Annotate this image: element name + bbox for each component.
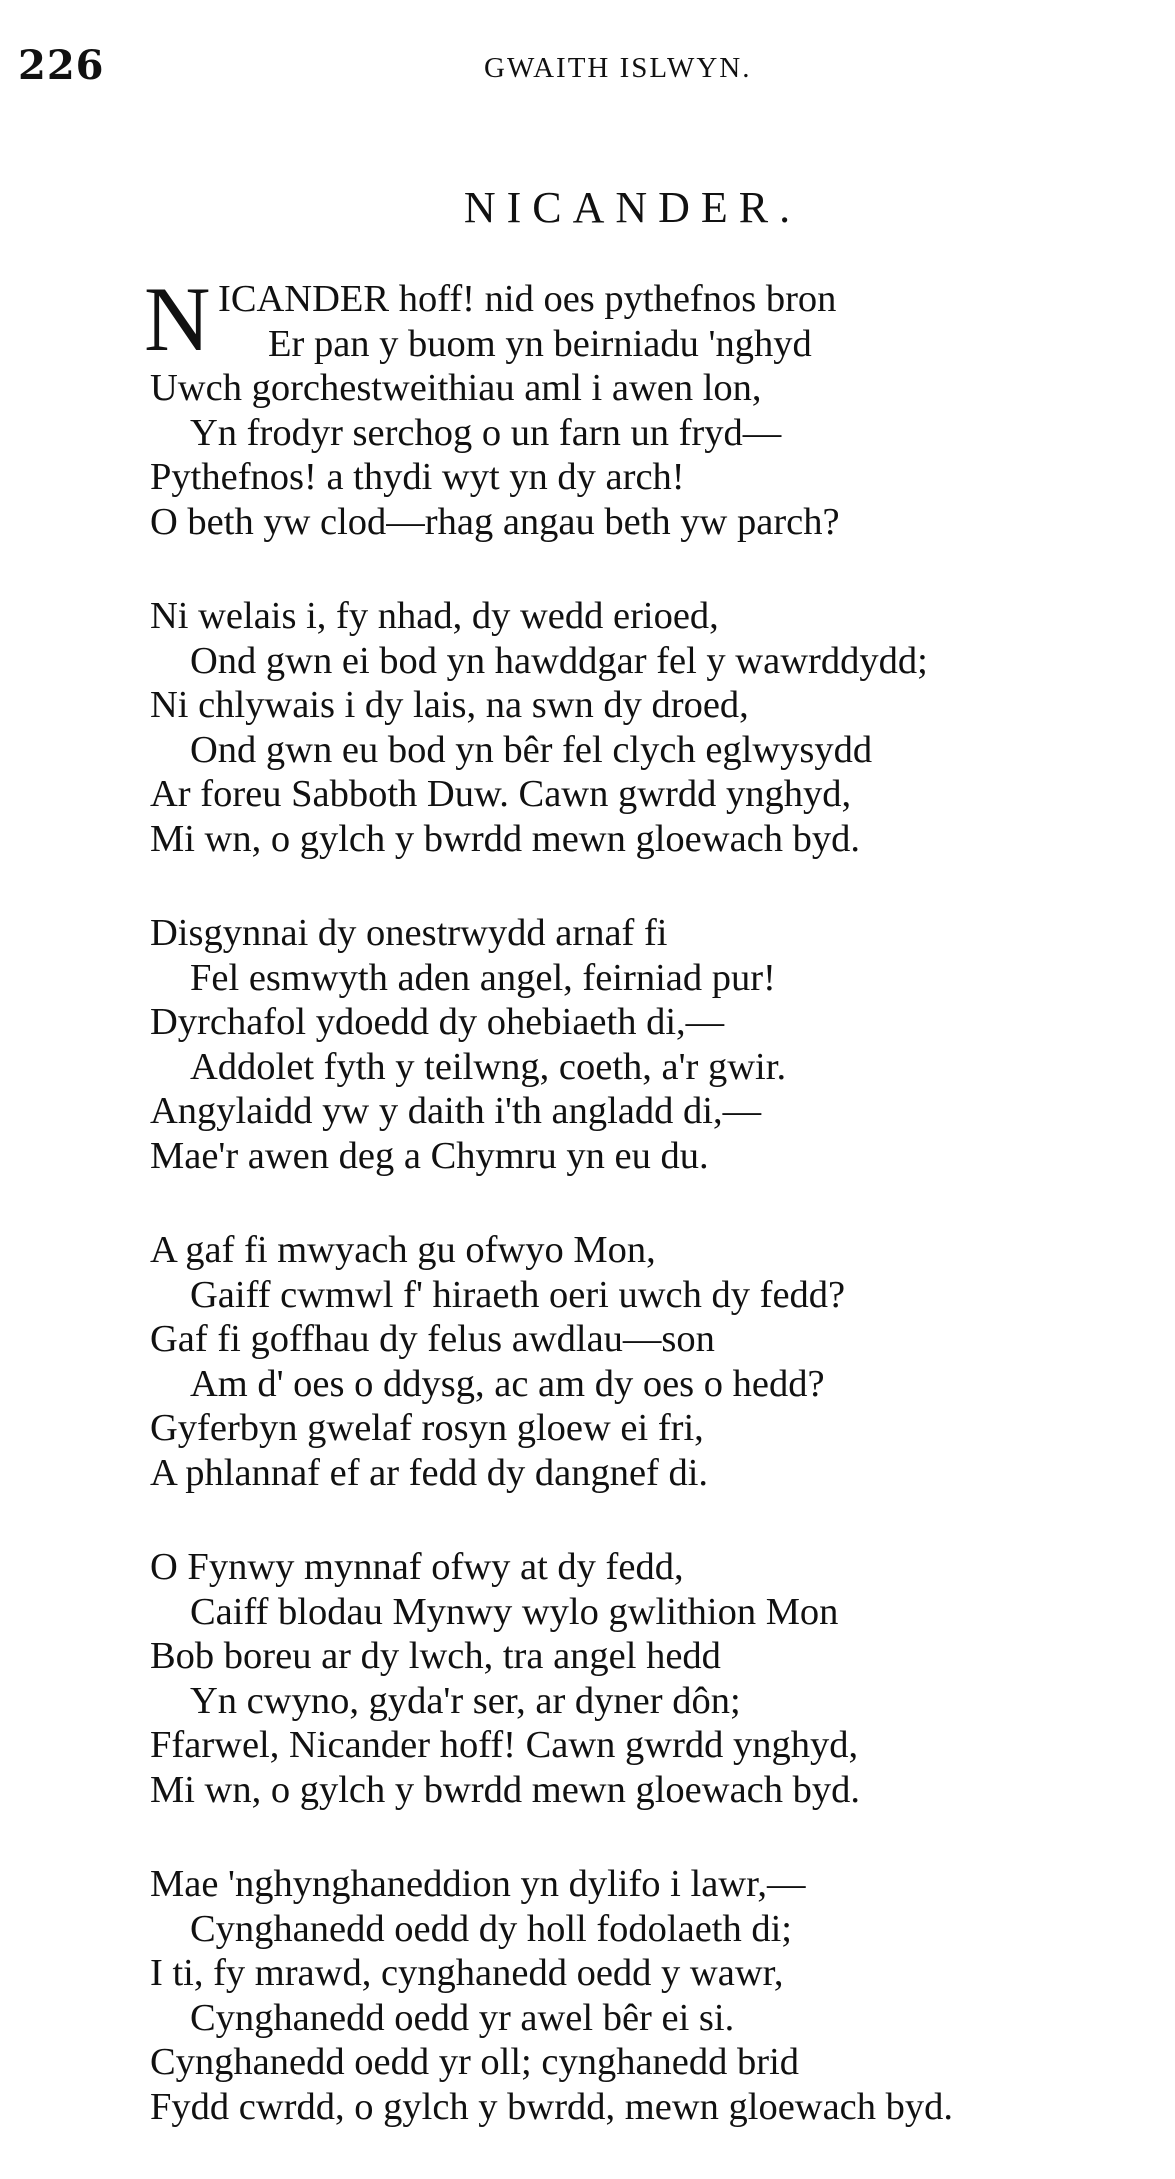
- stanza-6: [150, 1862, 1150, 2129]
- poem-line: A gaf fi mwyach gu ofwyo Mon,: [150, 1229, 656, 1271]
- poem-line: A phlannaf ef ar fedd dy dangnef di.: [150, 1451, 709, 1494]
- poem-line: Fydd cwrdd, o gylch y bwrdd, mewn gloewach byd.: [150, 2085, 954, 2128]
- poem-line: Gyferbyn gwelaf rosyn gloew ei fri,: [150, 1407, 704, 1449]
- stanza-4: [150, 1228, 1150, 1495]
- poem-line-text: ICANDER hoff! nid oes pythefnos bron: [218, 278, 837, 320]
- poem-line: Addolet fyth y teilwng, coeth, a'r gwir.: [190, 1045, 787, 1088]
- running-head: [14, 42, 1154, 92]
- poem-line: Cynghanedd oedd dy holl fodolaeth di;: [190, 1907, 792, 1950]
- poem-line: Er pan y buom yn beirniadu 'nghyd: [268, 322, 812, 365]
- poem-body: [144, 268, 1150, 2179]
- stanza-5: [150, 1545, 1150, 1812]
- poem-line: Mae 'nghynghaneddion yn dylifo i lawr,—: [150, 1863, 806, 1905]
- drop-cap: N: [144, 268, 211, 370]
- poem-line: Ni chlywais i dy lais, na swn dy droed,: [150, 684, 749, 726]
- poem-line: Angylaidd yw y daith i'th angladd di,—: [150, 1090, 762, 1132]
- poem-line: Ar foreu Sabboth Duw. Cawn gwrdd ynghyd,: [150, 773, 852, 815]
- poem-line: Disgynnai dy onestrwydd arnaf fi: [150, 912, 668, 954]
- poem-line: Bob boreu ar dy lwch, tra angel hedd: [150, 1635, 721, 1677]
- poem-line: I ti, fy mrawd, cynghanedd oedd y wawr,: [150, 1952, 784, 1994]
- poem-line: Caiff blodau Mynwy wylo gwlithion Mon: [190, 1590, 839, 1633]
- poem-line: Dyrchafol ydoedd dy ohebiaeth di,—: [150, 1001, 725, 1043]
- poem-line: Gaf fi goffhau dy felus awdlau—son: [150, 1318, 715, 1360]
- poem-line: Cynghanedd oedd yr oll; cynghanedd brid: [150, 2041, 800, 2083]
- poem-line: O Fynwy mynnaf ofwy at dy fedd,: [150, 1546, 684, 1588]
- poem-line: Cynghanedd oedd yr awel bêr ei si.: [190, 1996, 735, 2039]
- poem-line: Yn cwyno, gyda'r ser, ar dyner dôn;: [190, 1679, 741, 1722]
- poem-line: Am d' oes o ddysg, ac am dy oes o hedd?: [190, 1362, 825, 1405]
- poem-line: O beth yw clod—rhag angau beth yw parch?: [150, 500, 840, 543]
- stanza-3: [150, 911, 1150, 1178]
- poem-line: Uwch gorchestweithiau aml i awen lon,: [150, 367, 762, 409]
- poem-line: Ond gwn eu bod yn bêr fel clych eglwysydd: [190, 728, 873, 771]
- page-number: 226: [18, 42, 105, 89]
- book-title: GWAITH ISLWYN.: [484, 52, 752, 84]
- poem-line: Ond gwn ei bod yn hawddgar fel y wawrddydd;: [190, 639, 928, 682]
- poem-line: Yn frodyr serchog o un farn un fryd—: [190, 411, 782, 454]
- poem-title: NICANDER.: [463, 183, 802, 232]
- poem-line: Ni welais i, fy nhad, dy wedd erioed,: [150, 595, 719, 637]
- poem-line: Ffarwel, Nicander hoff! Cawn gwrdd ynghyd,: [150, 1724, 859, 1766]
- poem-line: Fel esmwyth aden angel, feirniad pur!: [190, 956, 776, 999]
- poem-line: Mi wn, o gylch y bwrdd mewn gloewach byd.: [150, 817, 860, 860]
- poem-line: Mae'r awen deg a Chymru yn eu du.: [150, 1134, 709, 1177]
- stanza-1: [144, 268, 1150, 544]
- poem-line: Mi wn, o gylch y bwrdd mewn gloewach byd.: [150, 1768, 860, 1811]
- stanza-2: [150, 594, 1150, 861]
- poem-line: Pythefnos! a thydi wyt yn dy arch!: [150, 456, 685, 498]
- poem-line: Gaiff cwmwl f' hiraeth oeri uwch dy fedd?: [190, 1273, 846, 1316]
